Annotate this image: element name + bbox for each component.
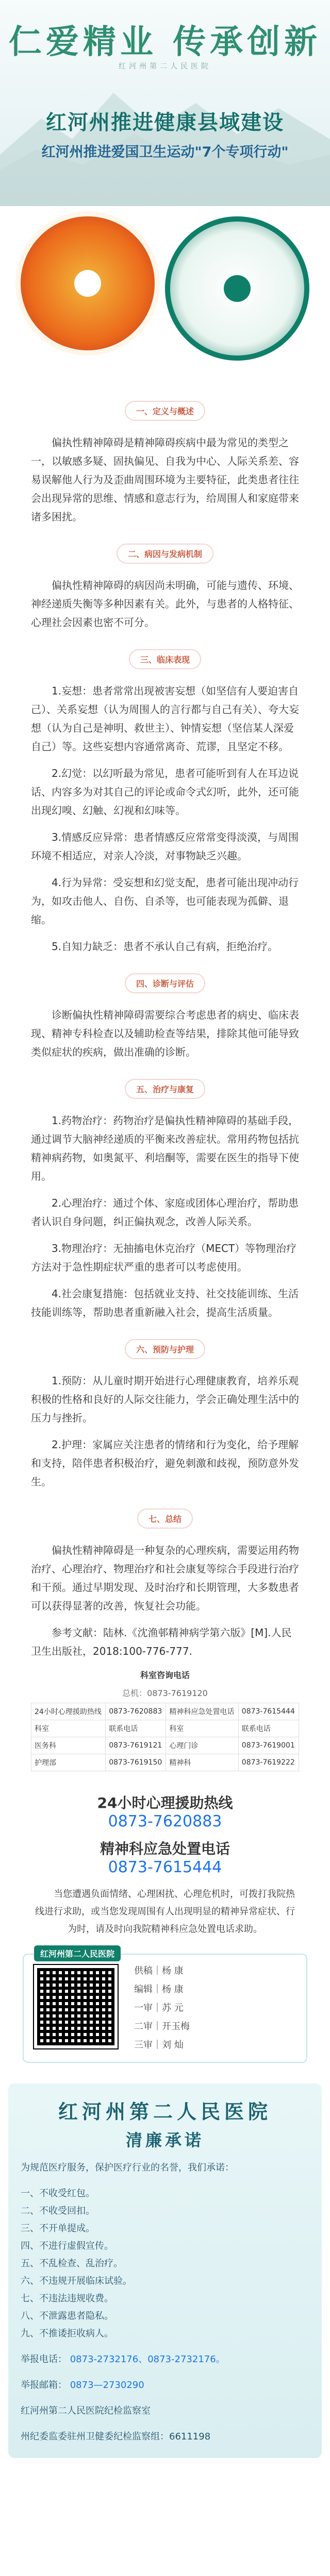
- contact-list: [134, 1962, 299, 2055]
- table-cell: 科室: [166, 1720, 238, 1737]
- campaign-main-title: 红河州推进健康县域建设: [46, 111, 284, 134]
- hotline-desc: 当您遭遇负面情绪、心理困扰、心理危机时，可拨打我院热线进行求助，或当您发现周围有人出现明显的精神异常症状、行为时，请及时向我院精神科应急处置电话求助。: [35, 1889, 295, 1935]
- commitment-item: 三、不开单提成。: [21, 2223, 95, 2234]
- hotline-title-1: 24小时心理援助热线: [97, 1794, 233, 1811]
- commitment-card: [8, 2083, 322, 2458]
- section-heading: 五、治疗与康复: [125, 1079, 205, 1099]
- hotline-number-2[interactable]: 0873-7615444: [108, 1858, 222, 1876]
- section-heading: 二、病因与发病机制: [117, 544, 213, 564]
- left-emblem-center: [74, 270, 101, 297]
- section-paragraph: 2.心理治疗：通过个体、家庭或团体心理治疗，帮助患者认识自身问题，纠正偏执观念，改善人际关系。: [31, 1197, 299, 1228]
- table-cell: 联系电话: [238, 1720, 299, 1737]
- commitment-item: 五、不乱检查、乱治疗。: [21, 2258, 123, 2269]
- hotline-number-1[interactable]: 0873-7620883: [108, 1812, 222, 1831]
- section-chip-wrap: [31, 392, 299, 433]
- section-paragraph: 1.预防：从儿童时期开始进行心理健康教育，培养乐观积极的性格和良好的人际交往能力，学会正确处理生活中的压力与挫折。: [31, 1375, 299, 1424]
- commitment-intro: 为规范医疗服务，保护医疗行业的名誉，我们承诺：: [21, 2162, 234, 2173]
- table-cell: 心理门诊: [166, 1737, 238, 1754]
- hospital-name-small: 红河州第二人民医院: [119, 62, 211, 71]
- commitment-item: 一、不收受红包。: [21, 2188, 95, 2199]
- table-cell: 精神科应急处置电话: [166, 1703, 238, 1720]
- section-paragraph: 2.护理：家属应关注患者的情绪和行为变化，给予理解和支持，陪伴患者积极治疗，避免刺激和歧视，预防意外发生。: [31, 1438, 299, 1488]
- table-cell: 联系电话: [106, 1720, 166, 1737]
- left-emblem-icon: [21, 216, 155, 350]
- complaint-email-label: 举报邮箱：: [21, 2380, 67, 2391]
- section-chip-wrap: [31, 1499, 299, 1541]
- section-heading: 六、预防与护理: [125, 1339, 205, 1359]
- commitment-item: 九、不推诿拒收病人。: [21, 2328, 113, 2339]
- commitment-item: 六、不违规开展临床试验。: [21, 2276, 132, 2286]
- article-section: [0, 534, 330, 632]
- section-paragraph: 3.情感反应异常：患者情感反应常常变得淡漠，与周围环境不相适应，对亲人冷淡，对事物缺乏兴趣。: [31, 831, 299, 862]
- section-paragraph: 3.物理治疗：无抽搐电休克治疗（MECT）等物理治疗方法对于急性期症状严重的患者可以考虑使用。: [31, 1242, 297, 1273]
- table-cell: 0873-7619001: [238, 1737, 299, 1754]
- table-row: [31, 1703, 299, 1720]
- complaint-email: [21, 2377, 309, 2394]
- contact-item: 编辑｜杨 康: [134, 1984, 184, 1995]
- section-heading: 一、定义与概述: [125, 401, 205, 421]
- commitment-note-2: 州纪委监委驻州卫健委纪检监察组：6611198: [21, 2431, 211, 2442]
- commitment-item: 八、不泄露患者隐私。: [21, 2311, 113, 2321]
- section-paragraph: 偏执性精神障碍是精神障碍疾病中最为常见的类型之一，以敏感多疑、固执偏见、自我为中心、人际关系差、容易误解他人行为及歪曲周围环境为主要特征，此类患者往往会出现异常的思维、情感和意志行为，给周围人和家庭带来诸多困扰。: [31, 436, 299, 523]
- section-heading: 七、总结: [137, 1509, 193, 1529]
- consult-table-title: 科室咨询电话: [140, 1670, 190, 1680]
- right-emblem-center: [224, 275, 251, 302]
- section-paragraph: 1.妄想：患者常常出现被害妄想（如坚信有人要迫害自己）、关系妄想（认为周围人的言行都与自己有关）、夸大妄想（认为自己是神明、救世主）、钟情妄想（坚信某人深爱自己）等。这些妄想内容通常离奇、荒谬，且坚定不移。: [31, 685, 299, 753]
- section-chip-wrap: [31, 1330, 299, 1371]
- section-paragraph: 5.自知力缺乏：患者不承认自己有病，拒绝治疗。: [52, 940, 278, 953]
- consult-table-subtitle: 总机：0873-7619120: [122, 1688, 208, 1698]
- consult-table: [31, 1703, 299, 1771]
- commitment-item: 七、不违法违规收费。: [21, 2293, 113, 2304]
- contact-card: [23, 1949, 307, 2063]
- hotline-section: [0, 1792, 330, 1938]
- section-paragraph: 偏执性精神障碍的病因尚未明确，可能与遗传、环境、神经递质失衡等多种因素有关。此外，与患者的人格特征、心理社会因素也密不可分。: [31, 579, 299, 629]
- article-section: [0, 1070, 330, 1321]
- table-cell: 0873-7619150: [106, 1754, 166, 1771]
- table-row: [31, 1754, 299, 1771]
- section-paragraph: 2.幻觉：以幻听最为常见，患者可能听到有人在耳边说话、内容多为对其自己的评论或命令式幻听，此外，还可能出现幻嗅、幻触、幻视和幻味等。: [31, 767, 299, 817]
- section-paragraph: 参考文献：陆林.《沈渔邨精神病学第六版》[M].人民卫生出版社，2018:100-776-777.: [31, 1626, 292, 1657]
- section-paragraph: 诊断偏执性精神障碍需要综合考虑患者的病史、临床表现、精神专科检查以及辅助检查等结果，排除其他可能导致类似症状的疾病，做出准确的诊断。: [31, 1009, 299, 1058]
- logo-badges: [0, 206, 330, 392]
- commitment-title: 清廉承诺: [125, 2130, 204, 2150]
- article-section: [0, 392, 330, 526]
- consult-table-section: [0, 1669, 330, 1771]
- contact-item: 二审｜开玉梅: [134, 2021, 190, 2032]
- article-section: [0, 640, 330, 956]
- contact-header: 红河州第二人民医院: [34, 1945, 121, 1961]
- section-chip-wrap: [31, 534, 299, 576]
- table-cell: 护理部: [31, 1754, 106, 1771]
- section-heading: 三、临床表现: [129, 649, 201, 669]
- section-paragraph: 4.行为异常：受妄想和幻觉支配，患者可能出现冲动行为，如攻击他人、自伤、自杀等，也可能表现为孤僻、退缩。: [31, 876, 299, 926]
- qr-code-icon[interactable]: [34, 1965, 118, 2048]
- table-cell: 24小时心理援助热线: [31, 1703, 106, 1720]
- article-section: [0, 1330, 330, 1491]
- section-chip-wrap: [31, 1070, 299, 1111]
- commitment-item: 二、不收受回扣。: [21, 2206, 95, 2216]
- table-cell: 0873-7619222: [238, 1754, 299, 1771]
- campaign-title-block: [0, 106, 330, 161]
- table-cell: 0873-7620883: [106, 1703, 166, 1720]
- section-chip-wrap: [31, 964, 299, 1006]
- section-paragraph: 4.社会康复措施：包括就业支持、社交技能训练、生活技能训练等，帮助患者重新融入社会，提高生活质量。: [31, 1287, 299, 1318]
- contact-item: 三审｜刘 灿: [134, 2040, 184, 2050]
- article-section: [0, 1499, 330, 1660]
- article-section: [0, 964, 330, 1061]
- complaint-phone-label: 举报电话：: [21, 2354, 67, 2365]
- hero-header: [0, 0, 330, 206]
- table-row: [31, 1737, 299, 1754]
- table-cell: 精神科: [166, 1754, 238, 1771]
- section-chip-wrap: [31, 640, 299, 682]
- article-body: [0, 392, 330, 1660]
- contact-item: 供稿｜杨 康: [134, 1965, 184, 1976]
- commitment-note: 红河州第二人民医院纪检监察室: [21, 2405, 151, 2416]
- campaign-subtitle: 红河州推进爱国卫生运动"7个专项行动": [41, 144, 289, 160]
- section-paragraph: 1.药物治疗：药物治疗是偏执性精神障碍的基础手段，通过调节大脑神经递质的平衡来改善症状。常用药物包括抗精神病药物，如奥氮平、利培酮等，需要在医生的指导下使用。: [31, 1114, 299, 1182]
- table-cell: 医务科: [31, 1737, 106, 1754]
- table-cell: 0873-7615444: [238, 1703, 299, 1720]
- commitment-hospital: 红河州第二人民医院: [58, 2100, 272, 2123]
- hotline-title-2: 精神科应急处置电话: [100, 1840, 230, 1857]
- complaint-email-value[interactable]: 0873—2730290: [70, 2380, 144, 2391]
- section-heading: 四、诊断与评估: [125, 973, 205, 993]
- commitment-item: 四、不进行虚假宣传。: [21, 2241, 113, 2251]
- complaint-phone: [21, 2351, 309, 2368]
- contact-item: 一审｜苏 元: [134, 2003, 184, 2013]
- right-emblem-icon: [165, 216, 309, 361]
- section-paragraph: 偏执性精神障碍是一种复杂的心理疾病，需要运用药物治疗、心理治疗、物理治疗和社会康复等综合手段进行治疗和干预。通过早期发现、及时治疗和长期管理，大多数患者可以获得显著的改善，恢复社会功能。: [31, 1544, 299, 1612]
- hospital-slogan: 仁爱精业 传承创新: [8, 23, 322, 61]
- table-cell: 科室: [31, 1720, 106, 1737]
- commitment-items: [21, 2185, 309, 2343]
- complaint-phone-number[interactable]: 0873-2732176、0873-2732176。: [70, 2354, 225, 2365]
- table-row: [31, 1720, 299, 1737]
- table-cell: 0873-7619121: [106, 1737, 166, 1754]
